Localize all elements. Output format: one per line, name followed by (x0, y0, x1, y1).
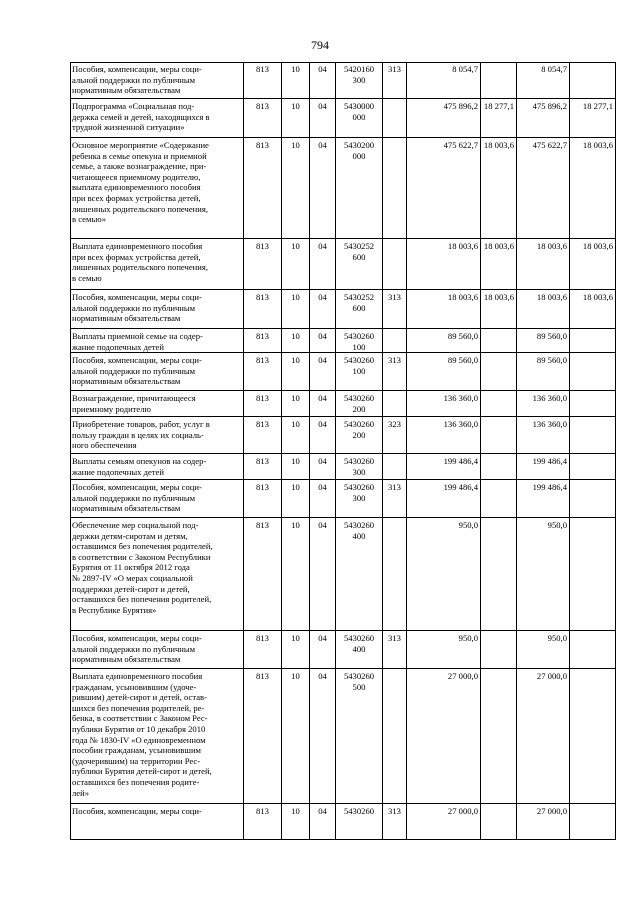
row-name: Обеспечение мер социальной под- держки детям-сиротам и детям, оставшимся без попечения родителей, в соответствии с Законом Республики Бурятия от 11 октября 2012 года № 2897-IV «О мерах социальной поддержки детей-сирот и детей, оставшихся без попечения родителей, в Республике Бурятия» (72, 520, 213, 615)
row-target-code: 5420160 300 (343, 64, 375, 85)
row-target-code: 5430260 300 (343, 456, 375, 477)
row-ved: 813 (256, 64, 269, 74)
row-section: 10 (291, 456, 300, 466)
row-divider (70, 630, 616, 631)
row-target-code: 5430260 100 (343, 355, 375, 376)
row-subsection: 04 (318, 393, 327, 403)
column-divider (335, 62, 336, 840)
row-amount-1: 475 622,7 (443, 140, 478, 150)
row-target-code: 5430260 100 (343, 331, 375, 352)
row-name: Пособия, компенсации, меры соци- альной поддержки по публичным нормативным обязательствам (72, 292, 202, 324)
row-subsection: 04 (318, 633, 327, 643)
column-divider (243, 62, 244, 840)
row-section: 10 (291, 140, 300, 150)
row-subsection: 04 (318, 671, 327, 681)
row-amount-2: 18 003,6 (483, 241, 514, 251)
row-target-code: 5430260 (343, 806, 375, 816)
row-expense-type (385, 101, 404, 137)
row-expense-type (385, 140, 404, 238)
row-amount-3: 27 000,0 (536, 671, 567, 681)
row-amount-2: 18 277,1 (483, 101, 514, 111)
row-amount-1: 475 896,2 (443, 101, 478, 111)
row-section: 10 (291, 671, 300, 681)
row-expense-type (385, 671, 404, 803)
row-amount-1: 27 000,0 (447, 671, 478, 681)
row-divider (70, 479, 616, 480)
row-amount-3: 89 560,0 (536, 355, 567, 365)
row-divider (70, 803, 616, 804)
row-name: Вознаграждение, причитающееся приемному родителю (72, 393, 196, 414)
row-section: 10 (291, 331, 300, 341)
row-amount-2: 18 003,6 (483, 292, 514, 302)
column-divider (569, 62, 570, 840)
row-section: 10 (291, 482, 300, 492)
row-expense-type: 313 (388, 633, 401, 643)
row-ved: 813 (256, 101, 269, 111)
row-amount-4 (572, 482, 613, 517)
row-section: 10 (291, 806, 300, 816)
row-name: Приобретение товаров, работ, услуг в пользу граждан в целях их социаль- ного обеспечения (72, 419, 210, 451)
budget-table (70, 62, 616, 840)
row-target-code: 5430252 600 (343, 292, 375, 313)
row-amount-4: 18 003,6 (582, 241, 613, 251)
row-name: Пособия, компенсации, меры соци- (72, 806, 202, 816)
row-section: 10 (291, 241, 300, 251)
row-subsection: 04 (318, 806, 327, 816)
row-amount-1: 199 486,4 (443, 482, 478, 492)
column-divider (406, 62, 407, 840)
row-amount-1: 950,0 (458, 633, 478, 643)
row-name: Подпрограмма «Социальная под- держка семей и детей, находящихся в трудной жизненной ситуации» (72, 101, 210, 133)
row-amount-4: 18 003,6 (582, 292, 613, 302)
row-amount-3: 199 486,4 (532, 482, 567, 492)
column-divider (480, 62, 481, 840)
row-subsection: 04 (318, 140, 327, 150)
row-amount-2 (483, 520, 514, 630)
row-ved: 813 (256, 331, 269, 341)
row-section: 10 (291, 633, 300, 643)
row-amount-2 (483, 393, 514, 416)
row-name: Пособия, компенсации, меры соци- альной поддержки по публичным нормативным обязательствам (72, 64, 202, 96)
row-ved: 813 (256, 520, 269, 530)
row-ved: 813 (256, 806, 269, 816)
row-expense-type: 313 (388, 355, 401, 365)
row-amount-1: 18 003,6 (447, 292, 478, 302)
row-amount-3: 475 622,7 (532, 140, 567, 150)
row-divider (70, 668, 616, 669)
row-amount-3: 950,0 (547, 520, 567, 530)
row-amount-3: 136 360,0 (532, 419, 567, 429)
row-amount-4 (572, 393, 613, 416)
row-ved: 813 (256, 419, 269, 429)
row-expense-type (385, 456, 404, 479)
row-divider (70, 98, 616, 99)
row-expense-type (385, 241, 404, 289)
row-target-code: 5430260 200 (343, 393, 375, 414)
row-amount-3: 8 054,7 (541, 64, 567, 74)
row-subsection: 04 (318, 241, 327, 251)
row-amount-3: 950,0 (547, 633, 567, 643)
row-divider (70, 390, 616, 391)
row-section: 10 (291, 64, 300, 74)
row-section: 10 (291, 355, 300, 365)
row-divider (70, 289, 616, 290)
row-subsection: 04 (318, 482, 327, 492)
row-amount-3: 18 003,6 (536, 241, 567, 251)
row-ved: 813 (256, 241, 269, 251)
row-amount-4 (572, 633, 613, 668)
row-subsection: 04 (318, 64, 327, 74)
row-amount-4: 18 277,1 (582, 101, 613, 111)
row-amount-4 (572, 331, 613, 352)
row-amount-2 (483, 419, 514, 453)
row-divider (70, 328, 616, 329)
column-divider (382, 62, 383, 840)
row-name: Пособия, компенсации, меры соци- альной поддержки по публичным нормативным обязательствам (72, 633, 202, 665)
row-amount-2 (483, 355, 514, 390)
row-expense-type: 313 (388, 292, 401, 302)
row-ved: 813 (256, 292, 269, 302)
row-amount-4: 18 003,6 (582, 140, 613, 150)
row-amount-1: 199 486,4 (443, 456, 478, 466)
row-name: Пособия, компенсации, меры соци- альной поддержки по публичным нормативным обязательствам (72, 355, 202, 387)
row-expense-type (385, 520, 404, 630)
row-ved: 813 (256, 140, 269, 150)
row-name: Выплаты семьям опекунов на содер- жание подопечных детей (72, 456, 207, 477)
row-expense-type (385, 393, 404, 416)
row-ved: 813 (256, 633, 269, 643)
row-section: 10 (291, 419, 300, 429)
row-ved: 813 (256, 482, 269, 492)
row-target-code: 5430000 000 (343, 101, 375, 122)
row-amount-2 (483, 806, 514, 839)
row-subsection: 04 (318, 355, 327, 365)
row-divider (70, 416, 616, 417)
row-amount-4 (572, 355, 613, 390)
row-target-code: 5430260 200 (343, 419, 375, 440)
row-amount-4 (572, 419, 613, 453)
row-amount-3: 18 003,6 (536, 292, 567, 302)
row-amount-3: 136 360,0 (532, 393, 567, 403)
row-name: Выплата единовременного пособия гражданам, усыновившим (удоче- рившим) детей-сирот и детей, остав- шихся без попечения родителей, ре- бенка, в соответствии с Законом Рес- публики Бурятия от 10 декабря 2010 года № 1830-IV «О единовременном пособии гражданам, усыновившим (удочерившим) на территории Рес- публики Бурятия детей-сирот и детей, оставшихся без попечения родите- лей» (72, 671, 212, 798)
row-amount-4 (572, 806, 613, 839)
row-section: 10 (291, 393, 300, 403)
row-subsection: 04 (318, 292, 327, 302)
row-amount-1: 89 560,0 (447, 355, 478, 365)
row-target-code: 5430260 400 (343, 633, 375, 654)
column-divider (615, 62, 616, 840)
row-subsection: 04 (318, 101, 327, 111)
row-amount-3: 27 000,0 (536, 806, 567, 816)
row-divider (70, 352, 616, 353)
row-target-code: 5430200 000 (343, 140, 375, 161)
row-ved: 813 (256, 671, 269, 681)
row-divider (70, 238, 616, 239)
row-target-code: 5430252 600 (343, 241, 375, 262)
row-expense-type: 313 (388, 64, 401, 74)
row-amount-1: 18 003,6 (447, 241, 478, 251)
row-amount-1: 950,0 (458, 520, 478, 530)
row-section: 10 (291, 101, 300, 111)
row-divider (70, 137, 616, 138)
row-target-code: 5430260 300 (343, 482, 375, 503)
row-amount-4 (572, 671, 613, 803)
row-name: Основное мероприятие «Содержание ребенка в семье опекуна и приемной семье, а также вознаграждение, при- читающееся приемному родителю, выплата единовременного пособия при всех формах устройства детей, лишенных родительского попечения, в семью» (72, 140, 209, 225)
row-amount-3: 199 486,4 (532, 456, 567, 466)
row-target-code: 5430260 400 (343, 520, 375, 541)
row-section: 10 (291, 292, 300, 302)
row-amount-2 (483, 331, 514, 352)
page-number: 794 (311, 38, 329, 52)
column-divider (309, 62, 310, 840)
row-expense-type (385, 331, 404, 352)
row-name: Выплата единовременного пособия при всех формах устройства детей, лишенных родительского попечения, в семью (72, 241, 208, 283)
row-amount-3: 89 560,0 (536, 331, 567, 341)
row-amount-3: 475 896,2 (532, 101, 567, 111)
row-amount-2 (483, 482, 514, 517)
row-target-code: 5430260 500 (343, 671, 375, 692)
row-amount-1: 8 054,7 (452, 64, 478, 74)
row-amount-2: 18 003,6 (483, 140, 514, 150)
row-name: Пособия, компенсации, меры соци- альной поддержки по публичным нормативным обязательствам (72, 482, 202, 514)
row-amount-2 (483, 64, 514, 98)
row-amount-1: 136 360,0 (443, 419, 478, 429)
row-ved: 813 (256, 393, 269, 403)
row-subsection: 04 (318, 456, 327, 466)
row-ved: 813 (256, 355, 269, 365)
column-divider (516, 62, 517, 840)
row-amount-1: 27 000,0 (447, 806, 478, 816)
row-amount-1: 136 360,0 (443, 393, 478, 403)
row-divider (70, 517, 616, 518)
row-name: Выплаты приемной семье на содер- жание подопечных детей (72, 331, 203, 352)
row-amount-4 (572, 520, 613, 630)
row-divider (70, 453, 616, 454)
row-amount-2 (483, 671, 514, 803)
column-divider (281, 62, 282, 840)
row-expense-type: 313 (388, 482, 401, 492)
row-expense-type: 323 (388, 419, 401, 429)
row-subsection: 04 (318, 520, 327, 530)
row-ved: 813 (256, 456, 269, 466)
row-subsection: 04 (318, 419, 327, 429)
row-section: 10 (291, 520, 300, 530)
row-amount-2 (483, 456, 514, 479)
row-amount-2 (483, 633, 514, 668)
row-subsection: 04 (318, 331, 327, 341)
row-amount-1: 89 560,0 (447, 331, 478, 341)
row-amount-4 (572, 64, 613, 98)
row-divider (70, 839, 616, 840)
row-expense-type: 313 (388, 806, 401, 816)
row-amount-4 (572, 456, 613, 479)
